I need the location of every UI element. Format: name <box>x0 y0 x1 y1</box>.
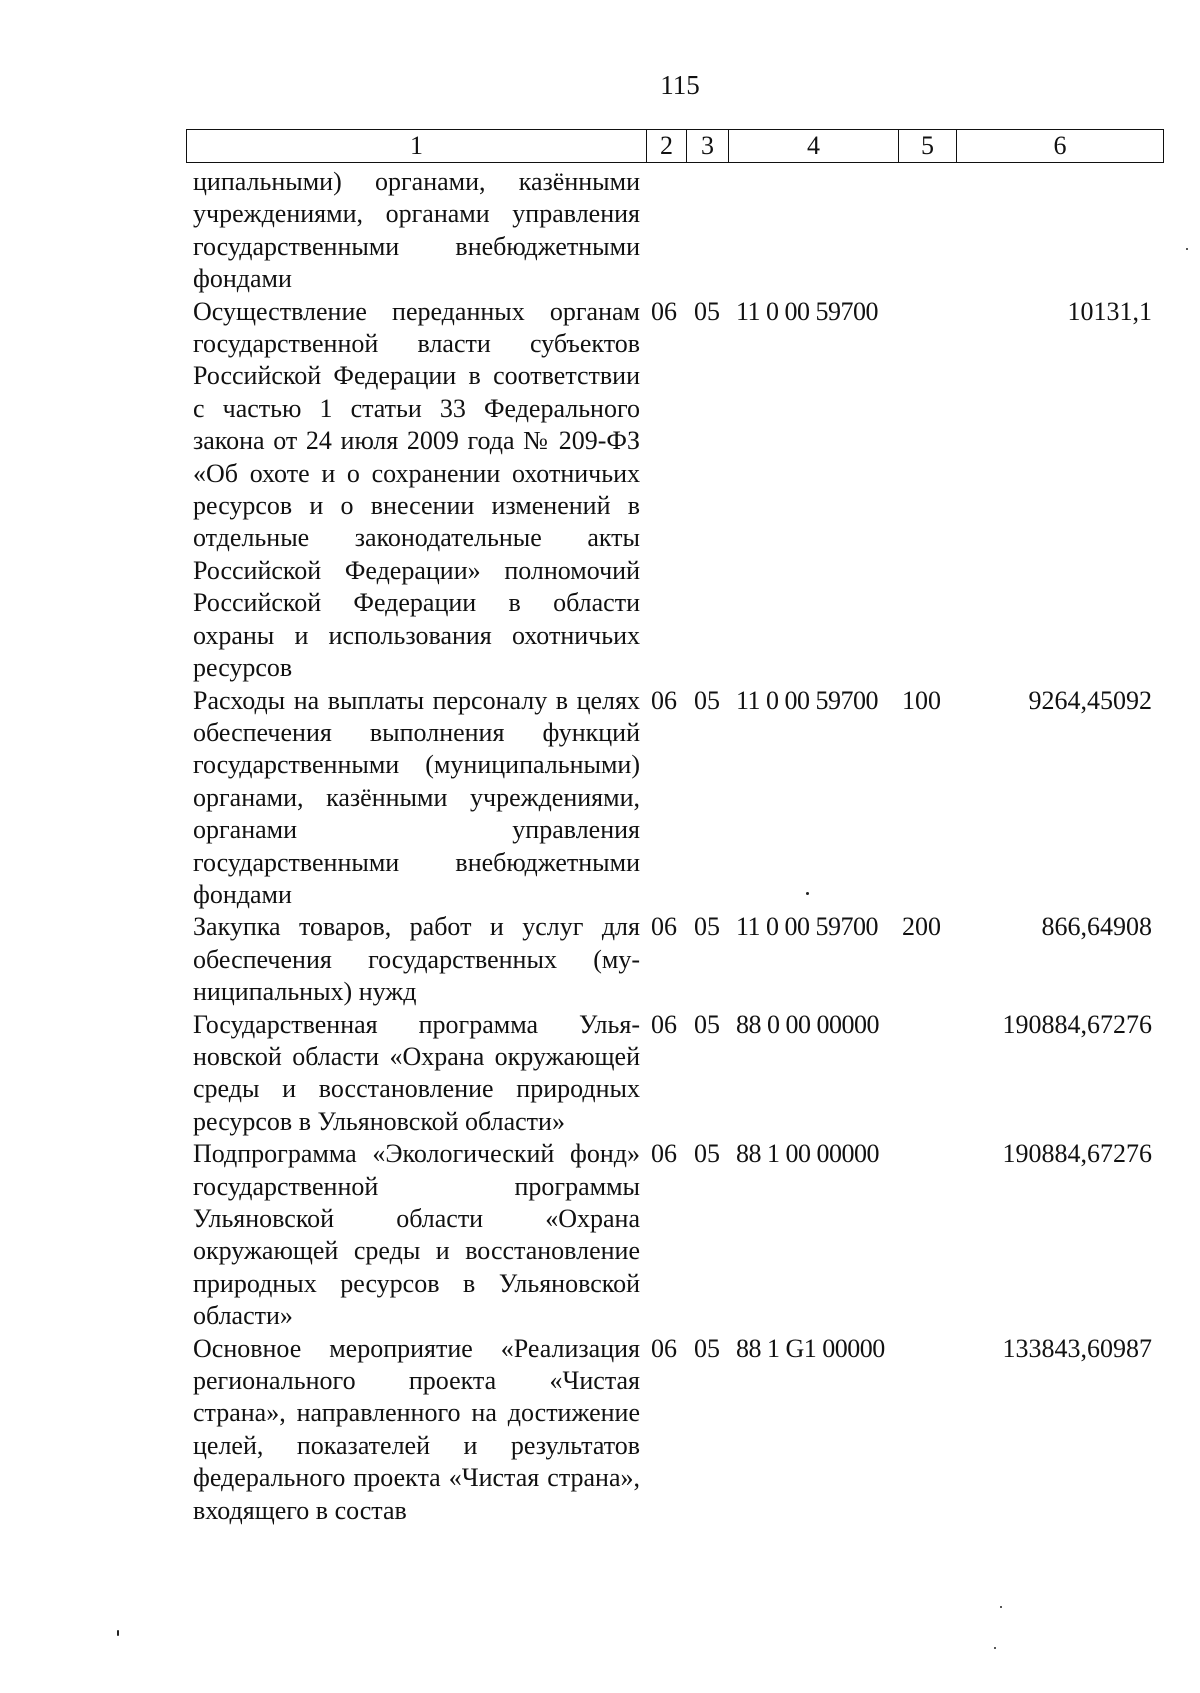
row-section: 06 <box>651 1139 677 1169</box>
row-section <box>640 166 694 296</box>
table-row <box>193 296 1193 685</box>
row-subsection <box>694 166 729 296</box>
row-section: 06 <box>651 912 677 942</box>
row-amount: 190884,67276 <box>1002 1009 1152 1039</box>
row-amount: 9264,45092 <box>1028 685 1152 715</box>
header-col-5: 5 <box>899 130 957 162</box>
row-description: Осуществление переданных органам государственной власти субъектов Российской Федерации в соответствии с частью 1 статьи 33 Федерального закона от 24 июля 2009 года № 209-ФЗ «Об охоте и о сохранении охотничьих ресурсов и о внесении изменений в отдельные законодательные акты Российской Федерации» полномочий Российской Федерации в области охраны и использования охотничьих ресурсов <box>193 296 640 683</box>
row-target-code: 11 0 00 59700 <box>736 296 879 326</box>
row-target-code <box>729 166 902 296</box>
row-description: ципальными) органами, казёнными учреждениями, органами управления государственными внебюджетными фондами <box>193 167 640 294</box>
row-subsection: 05 <box>694 1333 720 1363</box>
header-col-3: 3 <box>687 130 729 162</box>
row-expense-type: 200 <box>902 912 941 942</box>
scan-speck <box>806 892 809 895</box>
scan-speck <box>117 1630 119 1636</box>
row-target-code: 88 1 G1 00000 <box>736 1333 885 1363</box>
row-target-code: 88 0 00 00000 <box>736 1009 879 1039</box>
row-amount <box>962 166 1152 296</box>
row-expense-type <box>902 1333 962 1527</box>
table-row <box>193 1009 1193 1139</box>
row-subsection: 05 <box>694 912 720 942</box>
table-row <box>193 911 1193 1008</box>
row-target-code: 11 0 00 59700 <box>736 685 879 715</box>
table-row <box>193 1138 1193 1332</box>
row-description: Закупка товаров, работ и услуг для обеспечения государственных (муниципальных) нужд <box>193 912 640 1007</box>
header-col-1: 1 <box>187 130 647 162</box>
scan-speck <box>1000 1606 1002 1608</box>
table-body <box>193 166 1193 1527</box>
row-expense-type: 100 <box>902 685 941 715</box>
table-header <box>186 129 1164 163</box>
row-subsection: 05 <box>694 1139 720 1169</box>
row-expense-type <box>902 1138 962 1332</box>
row-subsection: 05 <box>694 1009 720 1039</box>
row-description: Основное мероприятие «Реализация регионального проекта «Чистая страна», направленного на достижение целей, показателей и результатов федерального проекта «Чистая страна», входящего в состав <box>193 1333 640 1525</box>
row-subsection: 05 <box>694 685 720 715</box>
page-number: 115 <box>660 70 700 100</box>
row-section: 06 <box>651 685 677 715</box>
row-subsection: 05 <box>694 296 720 326</box>
header-col-4: 4 <box>729 130 899 162</box>
row-expense-type <box>902 1009 962 1139</box>
row-section: 06 <box>651 1333 677 1363</box>
row-description: Расходы на выплаты персоналу в целях обеспечения выполнения функций государственными (муниципальными) органами, казёнными учреждениями, органами управления государственными внебюджетными фондами <box>193 685 640 909</box>
row-description: Государственная программа Ульяновской области «Охрана окружающей среды и восстановление природных ресурсов в Ульяновской области» <box>193 1009 640 1136</box>
table-row <box>193 166 1193 296</box>
row-section: 06 <box>651 1009 677 1039</box>
header-col-6: 6 <box>1053 131 1067 160</box>
row-expense-type <box>902 296 962 685</box>
row-section: 06 <box>651 296 677 326</box>
row-amount: 866,64908 <box>1041 912 1152 942</box>
row-description: Подпрограмма «Экологический фонд» государственной программы Ульяновской области «Охрана окружающей среды и восстановление природных ресурсов в Ульяновской области» <box>193 1139 640 1331</box>
scan-speck <box>994 1647 996 1649</box>
header-col-2: 2 <box>647 130 687 162</box>
table-row <box>193 1333 1193 1527</box>
row-expense-type <box>902 166 962 296</box>
row-target-code: 88 1 00 00000 <box>736 1139 879 1169</box>
row-amount: 190884,67276 <box>1002 1139 1152 1169</box>
row-target-code: 11 0 00 59700 <box>736 912 879 942</box>
row-amount: 10131,1 <box>1067 296 1152 326</box>
scan-speck <box>1186 248 1188 250</box>
row-amount: 133843,60987 <box>1002 1333 1152 1363</box>
table-row <box>193 685 1193 912</box>
